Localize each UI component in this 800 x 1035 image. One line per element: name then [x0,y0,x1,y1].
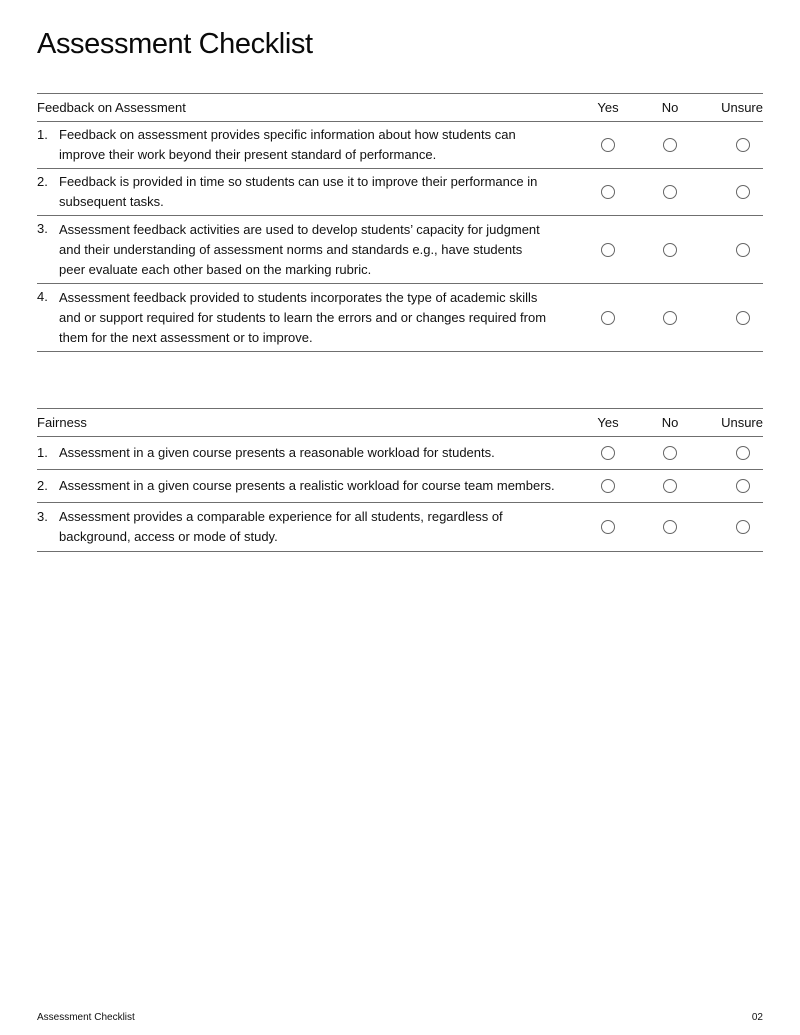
section-heading: Fairness [37,415,87,430]
radio-cell-unsure [701,138,763,152]
item-text: Feedback is provided in time so students can use it to improve their performance in subsequent tasks. [59,174,538,209]
checklist-row [37,216,763,284]
page-title: Assessment Checklist [37,28,313,60]
column-header-yes: Yes [597,100,619,115]
radio-no[interactable] [663,311,677,325]
checklist-row [37,470,763,503]
radio-cell-no [639,311,701,325]
radio-cell-yes [577,243,639,257]
item-number: 1. [37,127,48,142]
radio-unsure[interactable] [736,185,750,199]
footer-document-title: Assessment Checklist [37,1012,135,1023]
section-header [37,93,763,122]
radio-cell-unsure [701,243,763,257]
column-header-no: No [661,100,679,115]
radio-yes[interactable] [601,243,615,257]
checklist-row [37,122,763,169]
radio-cell-yes [577,479,639,493]
item-number: 3. [37,221,48,236]
item-number: 3. [37,509,48,524]
radio-cell-unsure [701,185,763,199]
item-number: 2. [37,174,48,189]
section-header [37,408,763,437]
column-header-no: No [661,415,679,430]
radio-yes[interactable] [601,185,615,199]
checklist-row [37,169,763,216]
column-header-unsure: Unsure [721,415,763,430]
radio-cell-unsure [701,446,763,460]
radio-unsure[interactable] [736,446,750,460]
page-number: 02 [751,1012,763,1023]
item-number: 1. [37,445,48,460]
item-text: Assessment feedback provided to students incorporates the type of academic skills and or support required for students to learn the errors and or changes required from them for the next assessment or to improve. [59,289,547,345]
item-text: Assessment feedback activities are used to develop students’ capacity for judgment and their understanding of assessment norms and standards e.g., have students peer evaluate each other based on the marking rubric. [59,221,540,277]
radio-cell-no [639,520,701,534]
radio-no[interactable] [663,479,677,493]
radio-no[interactable] [663,520,677,534]
checklist-row [37,437,763,470]
radio-no[interactable] [663,185,677,199]
radio-cell-yes [577,520,639,534]
radio-cell-unsure [701,520,763,534]
item-number: 4. [37,289,48,304]
radio-no[interactable] [663,138,677,152]
radio-unsure[interactable] [736,479,750,493]
radio-cell-no [639,243,701,257]
radio-cell-yes [577,311,639,325]
radio-cell-unsure [701,479,763,493]
radio-cell-unsure [701,311,763,325]
page-footer [37,1012,763,1023]
radio-no[interactable] [663,243,677,257]
radio-yes[interactable] [601,138,615,152]
column-header-yes: Yes [597,415,619,430]
radio-cell-yes [577,138,639,152]
radio-unsure[interactable] [736,243,750,257]
checklist-row [37,503,763,552]
item-text: Assessment in a given course presents a reasonable workload for students. [59,445,495,460]
radio-unsure[interactable] [736,138,750,152]
item-text: Feedback on assessment provides specific information about how students can improve their work beyond their present standard of performance. [59,127,516,162]
radio-yes[interactable] [601,446,615,460]
section-feedback-on-assessment [37,93,763,352]
radio-cell-no [639,479,701,493]
radio-unsure[interactable] [736,311,750,325]
section-heading: Feedback on Assessment [37,100,186,115]
item-text: Assessment provides a comparable experience for all students, regardless of background, access or mode of study. [59,509,503,544]
radio-cell-no [639,185,701,199]
radio-no[interactable] [663,446,677,460]
item-number: 2. [37,478,48,493]
radio-cell-yes [577,185,639,199]
checklist-row [37,284,763,352]
radio-cell-no [639,138,701,152]
radio-unsure[interactable] [736,520,750,534]
radio-yes[interactable] [601,479,615,493]
column-header-unsure: Unsure [721,100,763,115]
section-fairness [37,408,763,552]
item-text: Assessment in a given course presents a realistic workload for course team members. [59,478,555,493]
radio-yes[interactable] [601,311,615,325]
radio-cell-no [639,446,701,460]
radio-cell-yes [577,446,639,460]
radio-yes[interactable] [601,520,615,534]
